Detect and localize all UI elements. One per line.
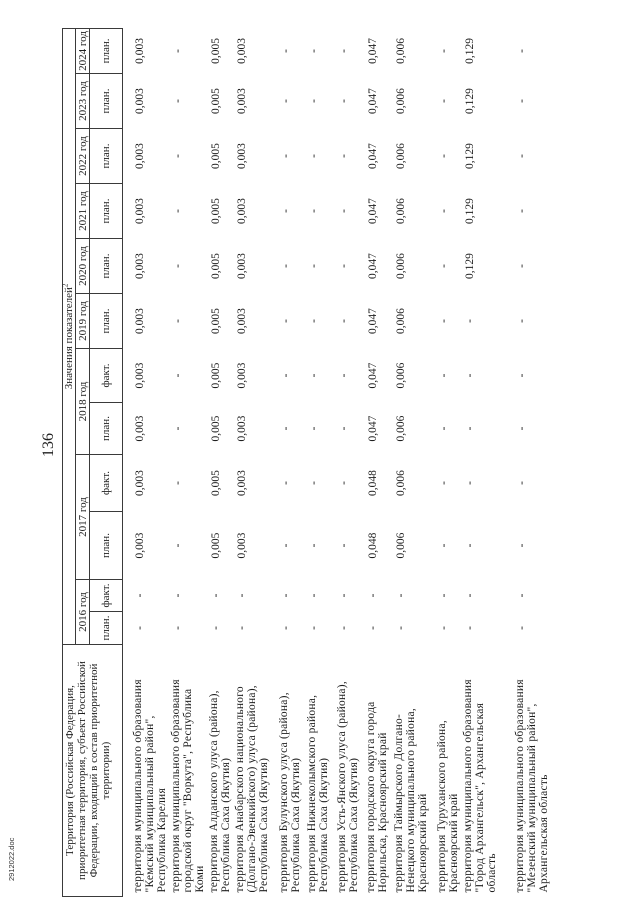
value-2017-plan-cell: 0,005: [210, 532, 222, 559]
territory-name-line: территория муниципального образования: [170, 679, 182, 893]
value-2016-fact-cell: -: [210, 593, 222, 598]
value-2021-plan-cell: 0,047: [367, 198, 379, 224]
territory-name-line: Красноярский край: [417, 793, 429, 893]
value-2017-fact-cell: -: [280, 481, 292, 485]
value-2016-fact-cell: -: [134, 593, 146, 598]
indicator-values-table: [62, 28, 552, 897]
value-2024-plan-cell: -: [516, 49, 528, 53]
value-2022-plan-cell: -: [172, 154, 184, 158]
value-2022-plan-cell: 0,047: [367, 143, 379, 169]
value-2016-plan-cell: -: [236, 626, 248, 630]
value-2018-plan-cell: 0,005: [210, 415, 222, 442]
value-2022-plan-cell: -: [338, 154, 350, 158]
territory-name-line: территория Усть-Янского улуса (района),: [336, 681, 348, 893]
year-header: 2019 год: [76, 294, 90, 349]
value-2023-plan-cell: 0,129: [464, 88, 476, 114]
subheader-2017-fact: факт.: [90, 455, 123, 512]
territory-name-cell: [391, 645, 434, 897]
value-2016-plan-cell: -: [308, 626, 320, 630]
value-2017-fact-cell: 0,003: [134, 470, 146, 496]
value-2021-plan-cell: -: [308, 209, 320, 213]
territory-name-line: территория городского округа города: [365, 701, 377, 893]
table-row: [276, 28, 304, 896]
value-2024-plan-cell: -: [338, 49, 350, 53]
value-2018-plan-cell: -: [464, 426, 476, 431]
value-2021-plan-cell: 0,006: [395, 198, 407, 224]
territory-name-line: территория Булунского улуса (района),: [278, 692, 290, 893]
value-2017-plan-cell: -: [338, 543, 350, 548]
table-row: [512, 28, 552, 896]
value-2023-plan-cell: -: [172, 99, 184, 103]
territory-name-line: территория Нижнеколымского района,: [306, 694, 318, 893]
table-body: [123, 28, 553, 896]
territory-column-header-line: Федерации, входящий в состав приоритетной: [88, 663, 100, 878]
value-2023-plan-cell: 0,005: [210, 88, 222, 114]
value-2017-fact-cell: 0,005: [210, 470, 222, 496]
table-row: [434, 28, 460, 896]
territory-name-cell: [276, 645, 304, 897]
value-2024-plan-cell: -: [438, 49, 450, 53]
value-2018-fact-cell: 0,003: [134, 362, 146, 389]
value-2018-plan-cell: -: [438, 426, 450, 431]
value-2017-fact-cell: 0,048: [367, 470, 379, 496]
territory-name-line: территория Туруханского района,: [436, 720, 448, 893]
page-number: 136: [40, 433, 57, 457]
year-header: 2018 год: [76, 349, 90, 455]
territory-name-cell: [206, 645, 232, 897]
value-2021-plan-cell: 0,003: [134, 198, 146, 224]
value-2021-plan-cell: -: [338, 209, 350, 213]
territory-name-line: "Кемский муниципальный район",: [144, 715, 156, 893]
value-2020-plan-cell: 0,005: [210, 253, 222, 279]
value-2024-plan-cell: -: [280, 49, 292, 53]
value-2016-plan-cell: -: [367, 626, 379, 630]
value-2016-fact-cell: -: [516, 593, 528, 598]
value-2017-plan-cell: -: [280, 543, 292, 548]
value-2020-plan-cell: 0,003: [134, 253, 146, 279]
value-2022-plan-cell: 0,003: [236, 143, 248, 169]
territory-name-cell: [123, 645, 169, 897]
header-row-values-title: [63, 28, 76, 896]
value-2020-plan-cell: -: [516, 264, 528, 268]
value-2023-plan-cell: -: [516, 99, 528, 103]
territory-name-line: Республика Саха (Якутия): [318, 757, 330, 893]
value-2022-plan-cell: -: [438, 154, 450, 158]
value-2017-fact-cell: -: [338, 481, 350, 485]
value-2017-plan-cell: -: [172, 543, 184, 548]
value-2020-plan-cell: -: [280, 264, 292, 268]
value-2020-plan-cell: -: [438, 264, 450, 268]
value-2019-plan-cell: -: [338, 319, 350, 323]
value-2018-fact-cell: -: [438, 373, 450, 378]
table-header: [63, 28, 123, 896]
subheader-2022-plan: план.: [90, 129, 123, 184]
value-2017-fact-cell: 0,003: [236, 470, 248, 496]
territory-name-cell: [512, 645, 552, 897]
subheader-2024-plan: план.: [90, 28, 123, 73]
subheader-2021-plan: план.: [90, 184, 123, 239]
footnote-marker: 2: [61, 283, 70, 288]
value-2023-plan-cell: 0,003: [134, 88, 146, 114]
value-2017-plan-cell: 0,003: [134, 532, 146, 559]
value-2017-fact-cell: -: [308, 481, 320, 485]
value-2021-plan-cell: -: [438, 209, 450, 213]
value-2020-plan-cell: -: [172, 264, 184, 268]
value-2024-plan-cell: 0,005: [210, 38, 222, 64]
value-2018-plan-cell: -: [280, 426, 292, 431]
value-2018-fact-cell: -: [516, 373, 528, 378]
value-2018-plan-cell: -: [172, 426, 184, 431]
territory-name-line: "Мезенский муниципальный район",: [526, 703, 538, 893]
value-2021-plan-cell: -: [280, 209, 292, 213]
territory-name-line: "Город Архангельск", Архангельская: [474, 702, 486, 893]
subheader-2017-plan: план.: [90, 512, 123, 580]
territory-name-line: область: [486, 853, 498, 893]
year-header: 2017 год: [76, 455, 90, 580]
territory-name-line: Норильска, Красноярский край: [377, 732, 389, 893]
value-2018-fact-cell: 0,006: [395, 362, 407, 389]
value-2020-plan-cell: 0,129: [464, 253, 476, 279]
table-row: [206, 28, 232, 896]
subheader-2019-plan: план.: [90, 294, 123, 349]
value-2021-plan-cell: 0,129: [464, 198, 476, 224]
table-row: [334, 28, 363, 896]
territory-name-line: Республика Саха (Якутия): [258, 757, 270, 893]
value-2017-plan-cell: 0,006: [395, 532, 407, 559]
value-2019-plan-cell: 0,005: [210, 308, 222, 334]
value-2018-fact-cell: 0,047: [367, 362, 379, 389]
value-2018-fact-cell: -: [172, 373, 184, 378]
subheader-2018-plan: план.: [90, 403, 123, 455]
territory-name-line: (Долгано-Эвенкийского) улуса (района),: [246, 685, 258, 893]
year-header: 2023 год: [76, 74, 90, 129]
value-2016-plan-cell: -: [210, 626, 222, 630]
territory-name-line: территория муниципального образования: [132, 679, 144, 893]
subheader-2023-plan: план.: [90, 74, 123, 129]
value-2016-plan-cell: -: [338, 626, 350, 630]
value-2017-fact-cell: -: [438, 481, 450, 485]
value-2016-plan-cell: -: [134, 626, 146, 630]
territory-column-header-line: территории): [100, 741, 112, 800]
value-2022-plan-cell: -: [280, 154, 292, 158]
value-2022-plan-cell: 0,129: [464, 143, 476, 169]
value-2016-plan-cell: -: [395, 626, 407, 630]
value-2022-plan-cell: 0,006: [395, 143, 407, 169]
table-row: [232, 28, 276, 896]
value-2023-plan-cell: -: [280, 99, 292, 103]
territory-name-cell: [232, 645, 276, 897]
value-2019-plan-cell: 0,006: [395, 308, 407, 334]
value-2016-plan-cell: -: [172, 626, 184, 630]
value-2019-plan-cell: 0,047: [367, 308, 379, 334]
year-header: 2024 год: [76, 28, 90, 73]
territory-name-line: территория Анабарского национального: [234, 686, 246, 893]
value-2023-plan-cell: -: [338, 99, 350, 103]
value-2021-plan-cell: 0,005: [210, 198, 222, 224]
territory-name-cell: [363, 645, 391, 897]
value-2023-plan-cell: 0,003: [236, 88, 248, 114]
value-2023-plan-cell: -: [438, 99, 450, 103]
value-2016-fact-cell: -: [338, 593, 350, 598]
value-2016-fact-cell: -: [464, 593, 476, 598]
value-2016-fact-cell: -: [308, 593, 320, 598]
value-2017-fact-cell: -: [464, 481, 476, 485]
territory-column-header-line: Территория (Российская Федерация,: [64, 685, 76, 856]
territory-name-cell: [304, 645, 334, 897]
territory-column-header-line: приоритетная территория, субъект Российской: [76, 661, 88, 880]
value-2017-fact-cell: -: [516, 481, 528, 485]
value-2018-plan-cell: 0,003: [236, 415, 248, 442]
value-2016-plan-cell: -: [280, 626, 292, 630]
table-row: [363, 28, 391, 896]
territory-name-line: территория муниципального образования: [462, 679, 474, 893]
value-2024-plan-cell: 0,047: [367, 38, 379, 64]
table-row: [460, 28, 512, 896]
value-2018-plan-cell: 0,006: [395, 415, 407, 442]
value-2017-plan-cell: -: [464, 543, 476, 548]
value-2016-fact-cell: -: [236, 593, 248, 598]
year-header: 2020 год: [76, 239, 90, 294]
territory-name-line: Коми: [194, 865, 206, 893]
value-2018-plan-cell: 0,047: [367, 415, 379, 442]
value-2018-fact-cell: 0,005: [210, 362, 222, 389]
territory-name-line: городской округ "Воркута", Республика: [182, 688, 194, 893]
value-2023-plan-cell: -: [308, 99, 320, 103]
territory-name-line: территория Таймырского Долгано-: [393, 713, 405, 893]
values-group-header: [63, 28, 76, 644]
value-2018-fact-cell: 0,003: [236, 362, 248, 389]
territory-name-line: Архангельская область: [538, 774, 550, 893]
value-2020-plan-cell: 0,047: [367, 253, 379, 279]
value-2022-plan-cell: -: [516, 154, 528, 158]
subheader-2018-fact: факт.: [90, 349, 123, 403]
table-row: [168, 28, 206, 896]
values-group-title: Значения показателей: [63, 287, 75, 390]
value-2020-plan-cell: 0,003: [236, 253, 248, 279]
territory-name-cell: [168, 645, 206, 897]
territory-name-line: Республика Саха (Якутия): [348, 757, 360, 893]
value-2019-plan-cell: -: [308, 319, 320, 323]
value-2017-plan-cell: 0,003: [236, 532, 248, 559]
subheader-2020-plan: план.: [90, 239, 123, 294]
value-2016-fact-cell: -: [172, 593, 184, 598]
table-row: [391, 28, 434, 896]
value-2016-plan-cell: -: [438, 626, 450, 630]
value-2016-plan-cell: -: [516, 626, 528, 630]
value-2024-plan-cell: -: [172, 49, 184, 53]
value-2016-fact-cell: -: [395, 593, 407, 598]
territory-name-line: территория муниципального образования: [514, 679, 526, 893]
value-2018-plan-cell: -: [338, 426, 350, 431]
value-2022-plan-cell: -: [308, 154, 320, 158]
table-row: [304, 28, 334, 896]
territory-name-line: Республика Саха (Якутия): [290, 757, 302, 893]
value-2018-plan-cell: 0,003: [134, 415, 146, 442]
subheader-2016-plan: план.: [90, 612, 123, 645]
value-2017-fact-cell: 0,006: [395, 470, 407, 496]
table-row: [123, 28, 169, 896]
value-2018-plan-cell: -: [516, 426, 528, 431]
value-2017-plan-cell: -: [308, 543, 320, 548]
value-2024-plan-cell: 0,003: [236, 38, 248, 64]
year-header: 2021 год: [76, 184, 90, 239]
value-2018-fact-cell: -: [280, 373, 292, 378]
value-2022-plan-cell: 0,003: [134, 143, 146, 169]
territory-name-line: Республика Саха (Якутия): [220, 757, 232, 893]
value-2019-plan-cell: -: [438, 319, 450, 323]
value-2016-plan-cell: -: [464, 626, 476, 630]
value-2019-plan-cell: -: [280, 319, 292, 323]
value-2023-plan-cell: 0,047: [367, 88, 379, 114]
value-2017-plan-cell: -: [438, 543, 450, 548]
year-header: 2016 год: [76, 580, 90, 645]
value-2024-plan-cell: 0,006: [395, 38, 407, 64]
territory-name-line: территория Алданского улуса (района),: [208, 690, 220, 893]
territory-name-cell: [460, 645, 512, 897]
value-2021-plan-cell: 0,003: [236, 198, 248, 224]
value-2021-plan-cell: -: [172, 209, 184, 213]
value-2024-plan-cell: 0,003: [134, 38, 146, 64]
territory-name-line: Республика Карелия: [156, 787, 168, 893]
value-2019-plan-cell: -: [172, 319, 184, 323]
value-2019-plan-cell: 0,003: [236, 308, 248, 334]
territory-name-line: Ненецкого муниципального района,: [405, 708, 417, 893]
value-2021-plan-cell: -: [516, 209, 528, 213]
value-2018-fact-cell: -: [308, 373, 320, 378]
value-2023-plan-cell: 0,006: [395, 88, 407, 114]
year-header: 2022 год: [76, 129, 90, 184]
value-2018-plan-cell: -: [308, 426, 320, 431]
value-2017-plan-cell: -: [516, 543, 528, 548]
territory-name-cell: [334, 645, 363, 897]
value-2024-plan-cell: -: [308, 49, 320, 53]
value-2020-plan-cell: -: [308, 264, 320, 268]
value-2018-fact-cell: -: [464, 373, 476, 378]
value-2020-plan-cell: 0,006: [395, 253, 407, 279]
value-2017-plan-cell: 0,048: [367, 532, 379, 559]
territory-column-header: [63, 645, 123, 897]
territory-name-line: Красноярский край: [448, 793, 460, 893]
value-2019-plan-cell: 0,003: [134, 308, 146, 334]
value-2016-fact-cell: -: [367, 593, 379, 598]
document-filename: 2912022.doc: [7, 837, 16, 881]
value-2016-fact-cell: -: [280, 593, 292, 598]
value-2018-fact-cell: -: [338, 373, 350, 378]
value-2019-plan-cell: -: [516, 319, 528, 323]
value-2024-plan-cell: 0,129: [464, 38, 476, 64]
value-2020-plan-cell: -: [338, 264, 350, 268]
value-2016-fact-cell: -: [438, 593, 450, 598]
value-2017-fact-cell: -: [172, 481, 184, 485]
value-2019-plan-cell: -: [464, 319, 476, 323]
value-2022-plan-cell: 0,005: [210, 143, 222, 169]
subheader-2016-fact: факт.: [90, 580, 123, 612]
territory-name-cell: [434, 645, 460, 897]
